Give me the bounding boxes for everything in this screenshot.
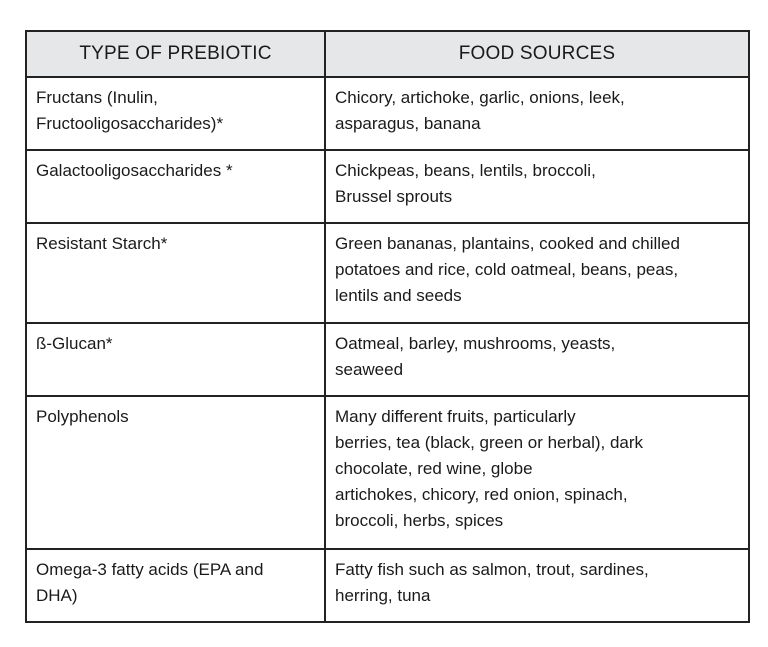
cell-line: broccoli, herbs, spices (335, 511, 504, 530)
table-row (26, 150, 749, 223)
cell-line: Fatty fish such as salmon, trout, sardines, (335, 560, 649, 579)
cell-line: seaweed (335, 360, 404, 379)
cell-line: ß-Glucan* (36, 334, 113, 353)
table-row (26, 549, 749, 622)
cell-line: Polyphenols (36, 407, 129, 426)
cell-line: Omega-3 fatty acids (EPA and (36, 560, 264, 579)
cell-line: Brussel sprouts (335, 187, 453, 206)
header-type-of-prebiotic: TYPE OF PREBIOTIC (26, 31, 325, 77)
food-sources-cell (325, 150, 749, 223)
food-sources-cell (325, 396, 749, 549)
cell-line: Green bananas, plantains, cooked and chilled (335, 234, 680, 253)
prebiotic-type-cell (26, 396, 325, 549)
food-sources-cell (325, 223, 749, 323)
prebiotic-type-cell (26, 223, 325, 323)
table-row (26, 77, 749, 150)
prebiotic-type-cell (26, 323, 325, 396)
cell-line: Many different fruits, particularly (335, 407, 576, 426)
table-row (26, 396, 749, 549)
cell-line: Fructooligosaccharides)* (36, 114, 224, 133)
table-header-row (26, 31, 749, 77)
cell-line: berries, tea (black, green or herbal), dark (335, 433, 644, 452)
cell-line: asparagus, banana (335, 114, 481, 133)
cell-line: Oatmeal, barley, mushrooms, yeasts, (335, 334, 616, 353)
food-sources-cell (325, 323, 749, 396)
prebiotic-type-cell (26, 549, 325, 622)
food-sources-cell (325, 549, 749, 622)
cell-line: Galactooligosaccharides * (36, 161, 233, 180)
food-sources-cell (325, 77, 749, 150)
cell-line: Chickpeas, beans, lentils, broccoli, (335, 161, 596, 180)
header-food-sources: FOOD SOURCES (325, 31, 749, 77)
cell-line: lentils and seeds (335, 286, 462, 305)
prebiotic-type-cell (26, 77, 325, 150)
table-row (26, 223, 749, 323)
table-row (26, 323, 749, 396)
cell-line: herring, tuna (335, 586, 431, 605)
cell-line: DHA) (36, 586, 78, 605)
prebiotic-type-cell (26, 150, 325, 223)
cell-line: chocolate, red wine, globe (335, 459, 533, 478)
cell-line: artichokes, chicory, red onion, spinach, (335, 485, 628, 504)
cell-line: Chicory, artichoke, garlic, onions, leek, (335, 88, 625, 107)
cell-line: potatoes and rice, cold oatmeal, beans, peas, (335, 260, 679, 279)
cell-line: Resistant Starch* (36, 234, 168, 253)
prebiotic-table (25, 30, 750, 623)
cell-line: Fructans (Inulin, (36, 88, 158, 107)
prebiotic-table-container (25, 30, 748, 623)
